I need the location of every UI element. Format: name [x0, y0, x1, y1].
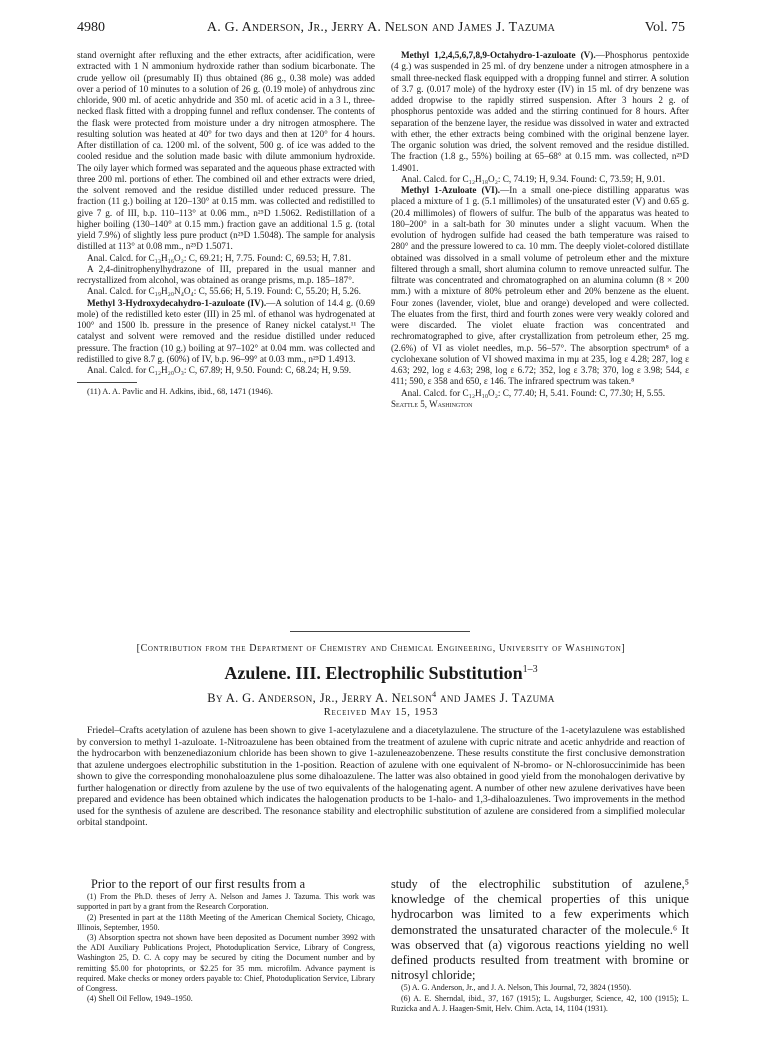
institution-location: Seattle 5, Washington: [391, 398, 473, 409]
analysis-paragraph: Anal. Calcd. for C₁₂H₁₈O₂: C, 74.19; H, 9.34. Found: C, 73.59; H, 9.01.: [401, 173, 666, 184]
running-header: [77, 20, 685, 40]
footnote: (6) A. E. Sherndal, ibid., 37, 167 (1915); L. Augsburger, Science, 42, 100 (1915); L. Ruzicka and A. J. Haagen-Smit, Helv. Chim. Acta, 14, 1104 (1931).: [391, 993, 689, 1013]
paragraph: A 2,4-dinitrophenylhydrazone of III, prepared in the usual manner and recrystallized from alcohol, was obtained as orange prisms, m.p. 185–187°.: [77, 263, 375, 285]
body-paragraph: study of the electrophilic substitution of azulene,⁵ knowledge of the chemical properties of this unique hydrocarbon was limited to a few experiments which demonstrated the unsaturated character of the molecule.⁶ It was observed that (a) vigorous reactions yielding no well defined products resulted from treatment with bromine or nitrosyl chloride;: [391, 877, 689, 983]
paragraph: [391, 185, 689, 388]
lower-left-column: [77, 877, 375, 1004]
footnote: (1) From the Ph.D. theses of Jerry A. Nelson and James J. Tazuma. This work was supported in part by a grant from the Research Corporation.: [77, 892, 375, 912]
footnote: (4) Shell Oil Fellow, 1949–1950.: [87, 994, 193, 1004]
paragraph: [77, 298, 375, 366]
title-footnote-refs: 1–3: [522, 664, 538, 675]
paragraph: stand overnight after refluxing and the ether extracts, after acidification, were extracted with 1 N ammonium hydroxide rather than sodium bicarbonate. The crude yellow oil (presumably II) thus obtained (86 g., 0.38 mole) was added over a period of 10 minutes to a solution of 26 g. (0.19 mole) of anhydrous zinc chloride, 900 ml. of acetic anhydride and 350 ml. of acetic acid in a 3 l., three-necked flask fitted with a dropping funnel and reflux condenser. The contents of the flask were protected from moisture under a dry nitrogen atmosphere. The resulting solution was heated at 40° for two days and then at 120° for 4 hours. After distillation of ca. 1200 ml. of the solvent, 500 g. of ice was added to the cooled residue and the solution made basic with dilute ammonium hydroxide. The oily layer which formed was separated and the aqueous phase extracted with three 200 ml. portions of ether. The combined oil and ether extracts were dried, the solvent removed and the residue distilled under reduced pressure. The fraction (11 g.) boiling at 120–130° at 0.15 mm. was collected and redistilled to give 7 g. of III, b.p. 110–113° at 0.06 mm., n²⁵D 1.5062. Redistillation of a higher boiling (130–140° at 0.15 mm.) fraction gave an additional 1.5 g. (total yield 7.9%) of slightly less pure product (n²⁵D 1.5048). The sample for analysis distilled at 113° at 0.08 mm., n²⁵D 1.5071.: [77, 50, 375, 252]
footnote: (11) A. A. Pavlic and H. Adkins, ibid., 68, 1471 (1946).: [87, 387, 273, 397]
article-title: [77, 663, 685, 684]
paragraph-text: —In a small one-piece distilling apparatus was placed a mixture of 1 g. (5.1 millimoles) of the unsaturated ester (V) and 0.65 g. (20.4 millimoles) of flowers of sulfur. The bulb of the apparatus was heated to 180–200° in a salt-bath for 30 minutes under a slight vacuum. When the evolution of hydrogen sulfide had ceased the bath temperature was raised to 280° and the pressure lowered to ca. 10 mm. The deeply violet-colored distillate obtained was dissolved in a small volume of petroleum ether and the mixture filtered through a small, short alumina column to remove unreacted sulfur. The filtrate was concentrated and chromatographed on an alumina column (8 × 200 mm.) with a mixture of 80% petroleum ether and 20% benzene as the eluent. Four zones (lavender, violet, blue and orange) developed and were collected. The eluates from the first, third and fourth zones were very weakly colored and were discarded. The violet eluate fraction was concentrated and rechromatographed to give, after crystallization from petroleum ether, 25 mg. (2.6%) of VI as violet needles, m.p. 56–57°. The absorption spectrum⁸ of a cyclohexane solution of VI showed maxima in mμ at 235, log ε 4.28; 287, log ε 4.63; 292, log ε 4.63; 298, log ε 6.72; 352, log ε 3.78; 370, log ε 3.98; 544, ε 411; 590, ε 358 and 650, ε 146. The infrared spectrum was taken.⁸: [391, 185, 689, 387]
footnote: (3) Absorption spectra not shown have been deposited as Document number 3992 with the ADI Auxiliary Publications Project, Photoduplication Service, Library of Congress, Washington 25, D. C. A copy may be secured by citing the Document number and by remitting $5.00 for photoprints, or $2.25 for 35 mm. microfilm. Advance payment is required. Make checks or money orders payable to: Chief, Photoduplication Service, Library of Congress.: [77, 933, 375, 994]
byline-authors-a: By A. G. Anderson, Jr., Jerry A. Nelson: [207, 691, 433, 706]
page-number: 4980: [77, 20, 105, 35]
analysis-paragraph: Anal. Calcd. for C₁₉H₂₀N₄O₄: C, 55.66; H, 5.19. Found: C, 55.20; H, 5.26.: [87, 286, 361, 297]
volume-number: Vol. 75: [644, 20, 685, 35]
analysis-paragraph: Anal. Calcd. for C₁₃H₁₆O₂: C, 69.21; H, 7.75. Found: C, 69.53; H, 7.81.: [87, 252, 352, 263]
running-header-authors: A. G. Anderson, Jr., Jerry A. Nelson and James J. Tazuma: [206, 20, 556, 35]
paragraph-text: —Phosphorus pentoxide (4 g.) was suspended in 25 ml. of dry benzene under a nitrogen atmosphere in a small three-necked flask equipped with a dropping funnel and stirrer. A solution of 3.7 g. (0.017 mole) of the hydroxy ester (IV) in 15 ml. of dry benzene was added dropwise to the rapidly stirred suspension. After 3 hours 2 g. of phosphorus pentoxide was added and the stirring continued for 8 hours. After separation of the benzene layer, the residue was dissolved in water and extracted with ether, the ether extracts being combined with the original benzene layer. The organic solution was dried, the solvent removed and the residue distilled. The fraction (1.8 g., 55%) boiling at 65–68° at 0.15 mm. was collected, n²⁵D 1.4901.: [391, 50, 689, 173]
footnote-rule: [77, 382, 137, 383]
received-date: Received May 15, 1953: [323, 707, 439, 718]
byline-authors-b: and James J. Tazuma: [436, 691, 555, 706]
left-column: [77, 50, 375, 398]
contribution-line: [Contribution from the Department of Chemistry and Chemical Engineering, University of Washington]: [136, 643, 626, 654]
byline: [77, 690, 685, 706]
analysis-paragraph: Anal. Calcd. for C₁₂H₂₀O₃: C, 67.89; H, 9.50. Found: C, 68.24; H, 9.59.: [87, 365, 352, 375]
right-column: [391, 50, 689, 410]
abstract: Friedel–Crafts acetylation of azulene has been shown to give 1-acetylazulene and a diacetylazulene. The structure of the 1-acetylazulene was established by conversion to methyl 1-azuloate. 1-Nitroazulene has been obtained from the treatment of azulene with cupric nitrate and acetic anhydride and reaction of the hydrocarbon with benzenediazonium chloride has been shown to give 1-azuleneazobenzene. These results constitute the first conclusive demonstration that azulene undergoes electrophilic substitution in the 1-position. Reaction of azulene with one equivalent of N-bromo- or N-chlorosuccinimide has been shown to give the corresponding monohaloazulene plus some dihaloazulene. The latter was also obtained in good yield from the monohalogen derivative by further halogenation or directly from azulene by the use of two equivalents of the halogenating agent. A number of other new azulene derivatives have been prepared and evidence has been obtained which indicates the halogenation products to be 1-halo- and 1,3-dihaloazulenes. Two improvements in the method used for the synthesis of azulene are described. The resonance stability and electrophilic substitution of azulene are considered from a simplified molecular orbital standpoint.: [77, 725, 685, 828]
byline-footnote-ref: 4: [432, 690, 437, 699]
body-paragraph: Prior to the report of our first results from a: [91, 877, 306, 891]
section-divider: [290, 631, 470, 632]
compound-heading: Methyl 3-Hydroxydecahydro-1-azuloate (IV).: [87, 297, 267, 308]
lower-right-column: [391, 877, 689, 1014]
article-title-text: Azulene. III. Electrophilic Substitution: [224, 663, 523, 683]
footnote: (2) Presented in part at the 118th Meeting of the American Chemical Society, Chicago, Illinois, September, 1950.: [77, 912, 375, 932]
compound-heading: Methyl 1,2,4,5,6,7,8,9-Octahydro-1-azuloate (V).: [401, 50, 596, 60]
compound-heading: Methyl 1-Azuloate (VI).: [401, 185, 501, 195]
analysis-paragraph: Anal. Calcd. for C₁₂H₁₀O₂: C, 77.40; H, 5.41. Found: C, 77.30; H, 5.55.: [401, 387, 666, 398]
footnote: (5) A. G. Anderson, Jr., and J. A. Nelson, This Journal, 72, 3824 (1950).: [401, 983, 632, 993]
paragraph-text: —A solution of 14.4 g. (0.69 mole) of the redistilled keto ester (III) in 25 ml. of ethanol was hydrogenated at 100° and 1500 lb. pressure in the presence of Raney nickel catalyst.¹¹ The catalyst and solvent were removed and the residue distilled under reduced pressure. The fraction (10 g.) boiling at 97–102° at 0.04 mm. was collected and redistilled to give 8.7 g. (60%) of IV, b.p. 96–99° at 0.03 mm., n²⁵D 1.4913.: [77, 297, 376, 364]
paragraph: [391, 50, 689, 174]
